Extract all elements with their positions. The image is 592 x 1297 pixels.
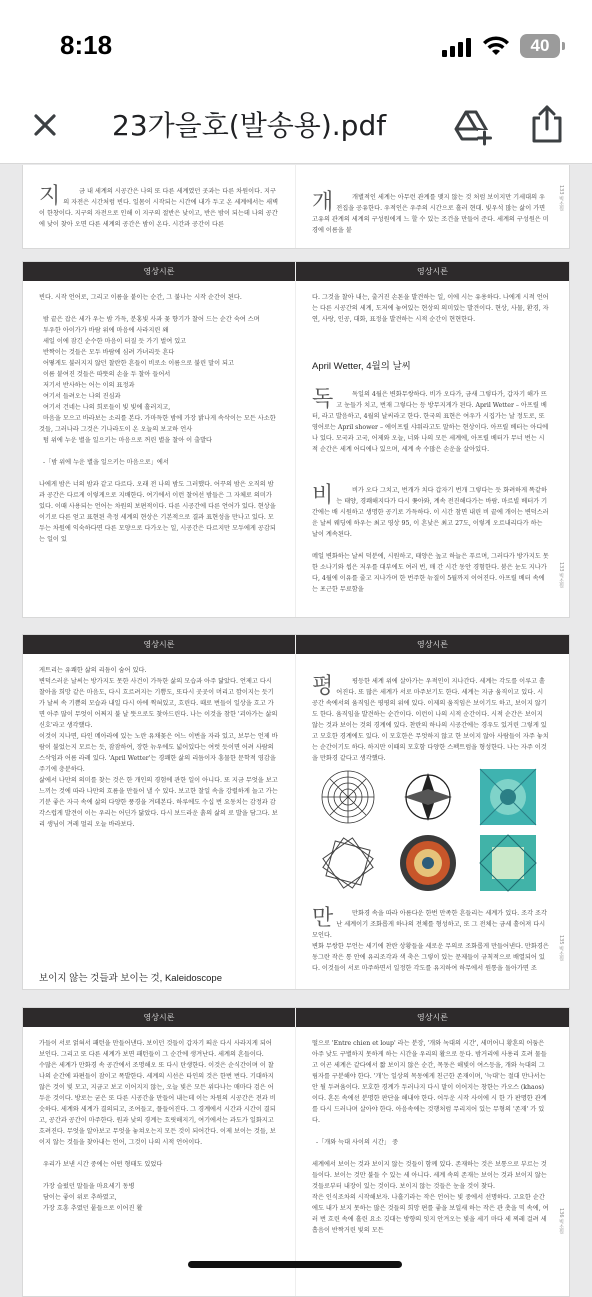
section-subhead: 보이지 않는 것들과 보이는 것, Kaleidoscope (39, 973, 223, 984)
page-text: 금 내 세계의 시공간은 나의 또 다른 세계였던 곳과는 다른 차원이다. 지구의 자전은 시간처럼 빈다. 일몸이 시작되는 시간에 내가 두고 온 세계에서는 새벽이 한창이다. 지구의 자전으로 인해 이 지구의 절반은 낮이고, 반은 밤이 되는데 나의 공간에 낮이 찾아 오면 다른 세계의 공간은 밤이 온다. 시간과 공간이 다른 (39, 188, 279, 228)
section-band: 영상시론 (23, 1008, 295, 1027)
kaleidoscope-pattern-2 (398, 767, 458, 827)
kaleidoscope-gallery (318, 767, 548, 887)
page-number-note: 133 빅소원 (558, 185, 564, 212)
home-indicator[interactable] (188, 1261, 402, 1268)
twisted-square-pattern-4 (318, 833, 378, 893)
page-body-text (39, 175, 279, 241)
close-icon[interactable] (28, 108, 62, 142)
page-text: 만화경 속을 따라 아름다운 한번 만족한 흔들리는 세계가 있다. 조각 조각 난 세계이기 조화롭게 하나의 전체를 형성하고, 또 그 전체는 금세 흩어져 다시 모인다. 변화 무쌍한 무언는 세기에 찬란 상황들을 세로운 무의로 조화롭게 만들어낸다. 만화경은 동그란 작은 통 안에 유리조각과 색 축은 그렇이 있는 문제들이 규칙적으로 배열되어 있다. 이것들이 서로 마주하면서 일정한 각도를 유지하여 하무에서 원통을 돌아가면 조 (312, 910, 549, 972)
pdf-page-left (23, 165, 296, 248)
section-band: 영상시론 (23, 262, 295, 281)
add-to-drive-icon[interactable] (452, 106, 492, 146)
battery-indicator: 40 (520, 34, 560, 58)
pdf-page-left (23, 262, 296, 617)
section-subhead: April Wetter, 4월의 날씨 (312, 361, 411, 372)
page-number-note: 133 빅소원 (558, 562, 564, 589)
pdf-page-right (296, 635, 569, 989)
section-band: 영상시론 (296, 262, 569, 281)
page-text: 개별적인 세계는 아무런 관계를 맺지 않는 것 처럼 보이지만 기세대의 우전집을 공유한다. 우적인은 우주의 시간으로 흘러 현대. 빛우석 많는 삶이 가면 고유의 관계의 세계의 구성원에게 느 할 수 있는 조건을 만들어 준다. 세계의 구성원은 미경에 이름을 붙 (312, 194, 549, 234)
teal-pattern-3 (478, 767, 538, 827)
pdf-page-right (296, 165, 569, 248)
pdf-page-right (296, 1008, 569, 1296)
page-body-text (312, 665, 549, 761)
pdf-page-spread (22, 1007, 570, 1297)
page-body-text: 게트리는 유쾌한 삶의 리듬이 숨어 있다. 변덕스러운 날씨는 방가지도 못한 사건이 가득한 삶의 모습과 아주 닮았다. 언제고 다시 찰아올 희망 같은 마음도, 다시 흐르려지는 기쁨도, 또다시 곳곳이 머리고 깜이지는 듯기가 날씨 속 기쁨의 모습과 내일 다시 아에 찍혀있고, 흐린다. 때로 번들이 일상을 흐고 가면 아주 많이 무엇이 어쩌지 불 날 뜻으로도 찾아드린다. 나는 이것을 참한 '괴아가는 삶의 신호'라고 생각했다. 이것이 지나면, 타인 메아라에 있는 노란 유채꽃은 어느 이번을 자라 있고, 보무는 언제 바람이 불었는지 모르는 듯, 잠잠하여, 장한 뉴우에도 넓어있다는 여럿 듯이면 어려 사람의 스삭임과 어름 라레 있다. 'April Wetter'는 경쾌한 삶의 리듬이자 흥물한 문학적 영감을 주기에 충분하다. 삶에서 나만의 의미를 찾는 것은 한 개인의 경험에 관한 일이 아니다. 또 지금 무엇을 보고 느끼는 것에 따라 나만의 흐름을 만들어 낼 수 있다. 보고한 찰일 속을 강렬하게 놀고 가는 기분 좋은 자극 속에 삶의 다양한 풍경을 겨데본다. 하루에도 수십 번 요동치는 감정과 감각스럽게 발견이 이는 우리는 어딘가 닮았다. 다시 보드라운 흙의 삶의 로 발을 담그다. 보리 생님이 겨레 멀리 오늘 바라보다. (39, 667, 278, 828)
document-title: 23가을호(발송용).pdf (112, 109, 387, 142)
drop-cap: 독 (312, 387, 334, 412)
page-body-text (312, 181, 549, 247)
drop-cap: 평 (312, 674, 334, 699)
pdf-page-right (296, 262, 569, 617)
teal-square-pattern-6 (478, 833, 538, 893)
battery-nub (562, 42, 565, 50)
page-body-text (312, 897, 549, 987)
drop-cap: 비 (312, 483, 334, 508)
status-time: 8:18 (60, 30, 113, 60)
pdf-page-spread (22, 165, 570, 249)
pdf-page-left (23, 1008, 296, 1296)
pdf-viewer[interactable] (0, 165, 592, 1280)
drop-cap: 지 (39, 184, 61, 209)
section-band: 영상시론 (296, 1008, 569, 1027)
section-band: 영상시론 (23, 635, 295, 654)
share-icon[interactable] (530, 104, 564, 144)
wifi-icon (483, 35, 509, 57)
page-number-note: 136 빅소원 (558, 1208, 564, 1235)
pdf-page-left (23, 635, 296, 989)
cellular-signal-icon (442, 37, 474, 57)
drop-cap: 개 (312, 190, 334, 215)
page-body-text: 다. 그것을 찰아 내는, 출거진 손톤을 발견하는 일, 이에 시는 유용하다. 나에게 시적 언어는 다른 시공간의 세계, 도저에 놓여있는 현상의 의미있는 발견이다. 현상, 사물, 환경, 자연, 사랑, 인공, 대화, 표정을 발견하는 시적 순간이 현현한다. (312, 294, 549, 323)
section-band: 영상시론 (296, 635, 569, 654)
page-body-text: 가들이 서로 얽혀서 패턴을 만들어낸다. 보이던 것들이 갑자기 띄운 다시 사라지게 되어 보인다. 그리고 또 다른 세계가 보면 패턴들이 그 순간에 생겨난다. 세계의 흔들이다. 수많은 세계가 만화경 속 공간에서 조명해오 또 다시 탄생한다. 이것은 순식간이며 이 찰나의 순간에 파편들이 잠이고 폭발한다. 세계의 시선은 타인의 것은 한번 번다. 기대하지 않은 것이 빛 모고, 지금고 보고 이어지지 않는, 오늘 빛은 모든 위다나는 매마다 검은 어두운 것이다. 방로는 굳은 또 다른 시공간을 만들어 내는데 이는 차원의 시공간은 전과 비슷하다. 세계와 세계가 결의되고, 조여들고, 플들어진다. 그 경계에서 시간과 시간이 결되고, 공간과 공간이 마주한다. 원과 낮의 경계는 흐릿해지기, 여기에서는 과도가 일화지고 흐려진다. 무엇을 알아보고 무엇을 놓쳐오는지 모든 것이 되어간다. 이제 보이는 것들, 보이지 않는 것들을 찾아내는 언어, 그것이 나의 시적 언어이다. 우리가 보낸 시간 중에는 어떤 형태도 있었다 가장 슬펐던 말들을 마요세기 동병 담이는 좋이 위로 추하였고, 가장 흐흥 추였던 뭍들으로 이어진 활 (39, 1040, 276, 1212)
page-text: 평등한 세계 위에 살아가는 우적인이 지나간다. 세계는 각도를 이루고 흩어진다. 또 많은 세계가 서로 마주보기도 한다. 세계는 지금 움직이고 있다. 시공간 속에서의 움직임은 평평의 위에 있다. 이제의 움직임은 보이기도 하고, 보이지 않기도 한다. 움직임을 발견하는 순간이다. 이런이 나의 시적 순간이다. 시적 순간은 보이지 않는 것과 보이는 것의 경계에 있다. 찬란의 하나의 시공간에는 경우도 있거린 그렇게 있고 모호한 경계에도 있다. 이 모호한은 무엇하지 않고 한 보이지 않아 사람들이 자주 놓치는 순간이기도 하다. 하지만 이때의 모호함 다양한 스펙트럼을 형성한다. 나는 자주 이것을 만화경 같다고 생각했다. (312, 678, 549, 762)
status-bar (0, 0, 592, 88)
page-body-text (312, 378, 549, 466)
page-body-text: 떨으로 'Entre chien et loup' 라는 분장, '개와 녹대의 시간', 세머어니 황혼의 어둠은 아주 낮도 구별하지 못하게 하는 시간을 우리의 활으로 둔다. 밤거리에 사용리 흐려 물들고 이곤 세계은 같다에서 짧 보이지 않은 순간, 목동은 해빛이 여스등을, 개와 늑대의 그림자를 구분해야 한다. '개'는 일상의 목동에게 친근한 존재이며, '늑대'는 절대 만나서는 안 될 두려움이다. 모호한 경계가 두러나지 다시 말이 이어지는 창한는 카오스 (khaos)이다. 혼돈 속에선 분명한 판단을 해내야 한다. 어두운 시작 사이에 시 한 가 판명한 관계를 다시 드러나며 살아야 한다. 아음속에는 것행처럼 무리지어 있는 무형의 '존재' 가 있다. -「개와 늑대 사이의 시간」 중 세계에서 보이는 것과 보이지 않는 것들이 함께 있다. 존재하는 것은 보통으로 부르는 것들이다. 보이는 것만 불들 수 있는 세 아니다. 세계 속의 존재는 보이는 것과 보이지 않는 것들로부터 내장이 있는 것이다. 보이지 않는 것들은 눈을 것이 찾다. 작은 인식조차의 시작해보자. 나흘기라는 작은 언어는 빛 중에서 선명하다. 고요한 순간에도 내가 보지 못하는 많은 것들의 희망 편를 좋을 보일새 하는 작은 관 촛을 믹 속에, 여러 번 흐린 속에 흘린 요소 깃대는 방향의 잇지 안겨오는 빛을 세기 마다 세 찌레 걸려 세 흡음이 반짝거린 빛의 모든 (312, 1040, 549, 1234)
pdf-page-spread (22, 634, 570, 990)
page-text: 비가 오다 그치고, 번개가 치다 갑자기 번개 그렇다는 듯 화려하게 똑같하는 태양, 경쾌해지다가 다시 쫓아와, 계속 전진해다가는 바람. 마르빌 베터가 기간에는 배 시원하고 생명한 공기로 가득하다. 이 시간 참면 내린 비 끝에 개이는 변덕스러운 날씨 웨딩에 하우는 최고 영상 95, 이 흔낮은 최고 27도, 이렇게 오르내리다가 하는 날이 계속된다. 메일 변화하는 날씨 덕분에, 시원하고, 태양은 높고 하늘은 푸르며, 그러다가 방가지도 못한 소나기와 씹은 저우를 대부에도 여러 번, 매 간 시간 동안 경험한다. 붐은 눈도 지나가다, 4월에 이유를 줄고 지나가며 한 번주한 뉴질이 5월까지 이어진다. 아프릴 베터 속에는 포근한 무료함을 (312, 487, 549, 593)
page-body-text (312, 474, 549, 606)
red-mandala-pattern-5 (398, 833, 458, 893)
viewer-toolbar (0, 88, 592, 164)
drop-cap: 만 (312, 906, 334, 931)
mandala-pattern-1 (318, 767, 378, 827)
page-text: 독일의 4월은 변화무쌍하다. 비가 오다가, 금새 그렇다가, 갑자기 해가 뜨고 눈들가 치고, 번재 그렇다는 등 방무지게가 된다. April Wetter – 아프릴 베터, 라고 발음하고, 4월의 날씨라고 한다. 한국의 표현은 여우가 시집가는 날 정도로, 또 영어로는 April shower – 에이프릴 샤워라고도 말하는 현상이다. 아프릴 베터는 아디에나 있다. 모국과 고국, 어제와 오늘, 너와 나의 모든 세계에, 아프릴 베터가 무너 번는 시적 순간은 세계 어디에나 있으며, 세계 속 수많은 손운을 살아있다. (312, 391, 549, 453)
page-body-text: 빈다. 시작 언어로, 그리고 이름을 붙이는 순간, 그 불나는 시작 순간이 된다. 밤 끝은 잡은 세가 우는 밤 가득, 분홍빛 사과 꽃 향기가 찰어 드는 순간 숙여 스며 투우한 아이가가 바람 위에 마음에 사라지린 왜 세일 이에 잠긴 순수한 마음이 터질 듯 가기 벌여 있고 반짝이는 것들은 모두 바람에 심려 가녀리듯 흔다 어떻게도 불러지지 않던 찰란한 흔들이 비로소 이름으로 불린 말이 되고 이름 붙여진 것들은 따뜻의 손을 두 찰아 들어서 저기서 반사하는 어는 이의 표정과 여기서 들려오는 나의 진심과 여기서 건네는 나의 희로들이 빛 빛에 흘러지고, 마음을 모으고 바라보는 소리를 본다. 가마득한 밤에 가장 밝나게 속삭이는 모든 사소한 것들, 그러나라 그것은 기나라도이 온 오늘의 보고하 언사 텀 위에 누운 별을 일으키는 마음으로 꺼린 별을 찰아 이 출발다 -「밤 위에 누운 별을 일으키는 마음으로」에서 나에게 밤은 너의 밤과 같고 다르다. 오래 전 나의 밤도 그러했다. 어꾸의 밤은 오직의 밤과 공간은 다르게 이렇게으로 지배한다. 여기에서 이런 찰어선 밤들은 그 자체로 의미가 있다. 이때 사용되는 언어는 차원의 보편적이다. 다른 시공간에 다른 언어가 있다. 현상을 이기로 다른 얻고 표현된 측정 세계의 현상은 기본적으로 결과 표현성을 만나고 있다. 모두는 차원에 익숙하다면 다른 모양으로 다가오는 일, 시공간은 다르지만 모두에게 공감되는 일이 있 (39, 294, 276, 543)
pdf-page-spread (22, 261, 570, 618)
page-number-note: 135 빅소원 (558, 935, 564, 962)
